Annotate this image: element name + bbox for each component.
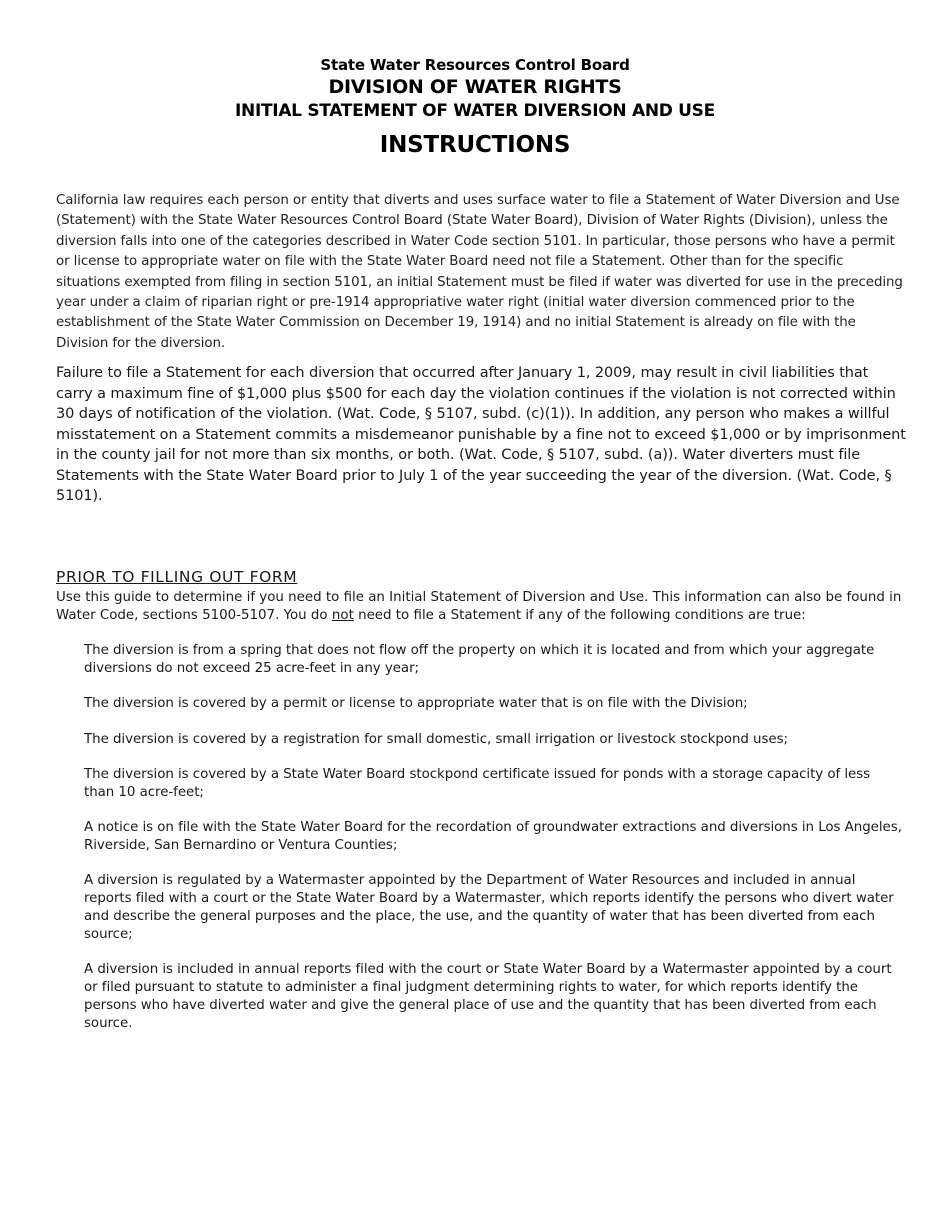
exemption-condition-court-watermaster: A diversion is included in annual reports filed with the court or State Water Board by a Watermaster appointed by a court or filed pursuant to statute to administer a final judgment determining rights to water, for which reports identify the persons who have diverted water and give the general place of use and the quantity that has been diverted from each source. (84, 962, 892, 1031)
prior-section-title: PRIOR TO FILLING OUT FORM (56, 568, 298, 586)
statement-title: INITIAL STATEMENT OF WATER DIVERSION AND USE (235, 101, 715, 121)
prior-intro-text-after: need to file a Statement if any of the following conditions are true: (353, 607, 806, 623)
intro-paragraph-1: California law requires each person or entity that diverts and uses surface water to file a Statement of Water Diversion and Use (Statement) with the State Water Resources Control Board (State Water Board), Division of Water Rights (Division), unless the diversion falls into one of the categories described in Water Code section 5101. In particular, those persons who have a permit or license to appropriate water on file with the State Water Board need not file a Statement. Other than for the specific situations exempted from filing in section 5101, an initial Statement must be filed if water was diverted for use in the preceding year under a claim of riparian right or pre-1914 appropriative water right (initial water diversion commenced prior to the establishment of the State Water Commission on December 19, 1914) and no initial Statement is already on file with the Division for the diversion. (56, 193, 903, 351)
exemption-condition-registration: The diversion is covered by a registration for small domestic, small irrigation or livestock stockpond uses; (84, 731, 788, 747)
instructions-title: INSTRUCTIONS (379, 132, 571, 158)
exemption-condition-spring: The diversion is from a spring that does not flow off the property on which it is located and from which your aggregate diversions do not exceed 25 acre-feet in any year; (84, 643, 875, 676)
prior-section-intro (56, 589, 906, 624)
exemption-condition-stockpond-certificate: The diversion is covered by a State Water Board stockpond certificate issued for ponds with a storage capacity of less than 10 acre-feet; (84, 766, 871, 800)
division-name: DIVISION OF WATER RIGHTS (328, 76, 622, 98)
exemption-condition-groundwater-notice: A notice is on file with the State Water Board for the recordation of groundwater extractions and diversions in Los Angeles, Riverside, San Bernardino or Ventura Counties; (84, 820, 902, 853)
prior-intro-text-before: Use this guide to determine if you need to file an Initial Statement of Diversion and Use. This information can also be found in Water Code, sections 5100-5107. You do (56, 590, 902, 623)
exemption-conditions-list (84, 642, 904, 1050)
board-name: State Water Resources Control Board (320, 56, 630, 74)
prior-intro-emphasis: not (331, 607, 354, 623)
intro-paragraph-2: Failure to file a Statement for each diversion that occurred after January 1, 2009, may result in civil liabilities that carry a maximum fine of $1,000 plus $500 for each day the violation continues if the violation is not corrected within 30 days of notification of the violation. (Wat. Code, § 5107, subd. (c)(1)). In addition, any person who makes a willful misstatement on a Statement commits a misdemeanor punishable by a fine not to exceed $1,000 or by imprisonment in the county jail for not more than six months, or both. (Wat. Code, § 5107, subd. (a)). Water diverters must file Statements with the State Water Board prior to July 1 of the year succeeding the year of the diversion. (Wat. Code, § 5101). (56, 365, 906, 504)
exemption-condition-dwr-watermaster: A diversion is regulated by a Watermaster appointed by the Department of Water Resources and included in annual reports filed with a court or the State Water Board by a Watermaster, which reports identify the persons who divert water and describe the general purposes and the place, the use, and the quantity of water that has been diverted from each source; (84, 873, 894, 942)
exemption-condition-permit-license: The diversion is covered by a permit or license to appropriate water that is on file with the Division; (84, 696, 748, 712)
document-header (0, 55, 950, 159)
